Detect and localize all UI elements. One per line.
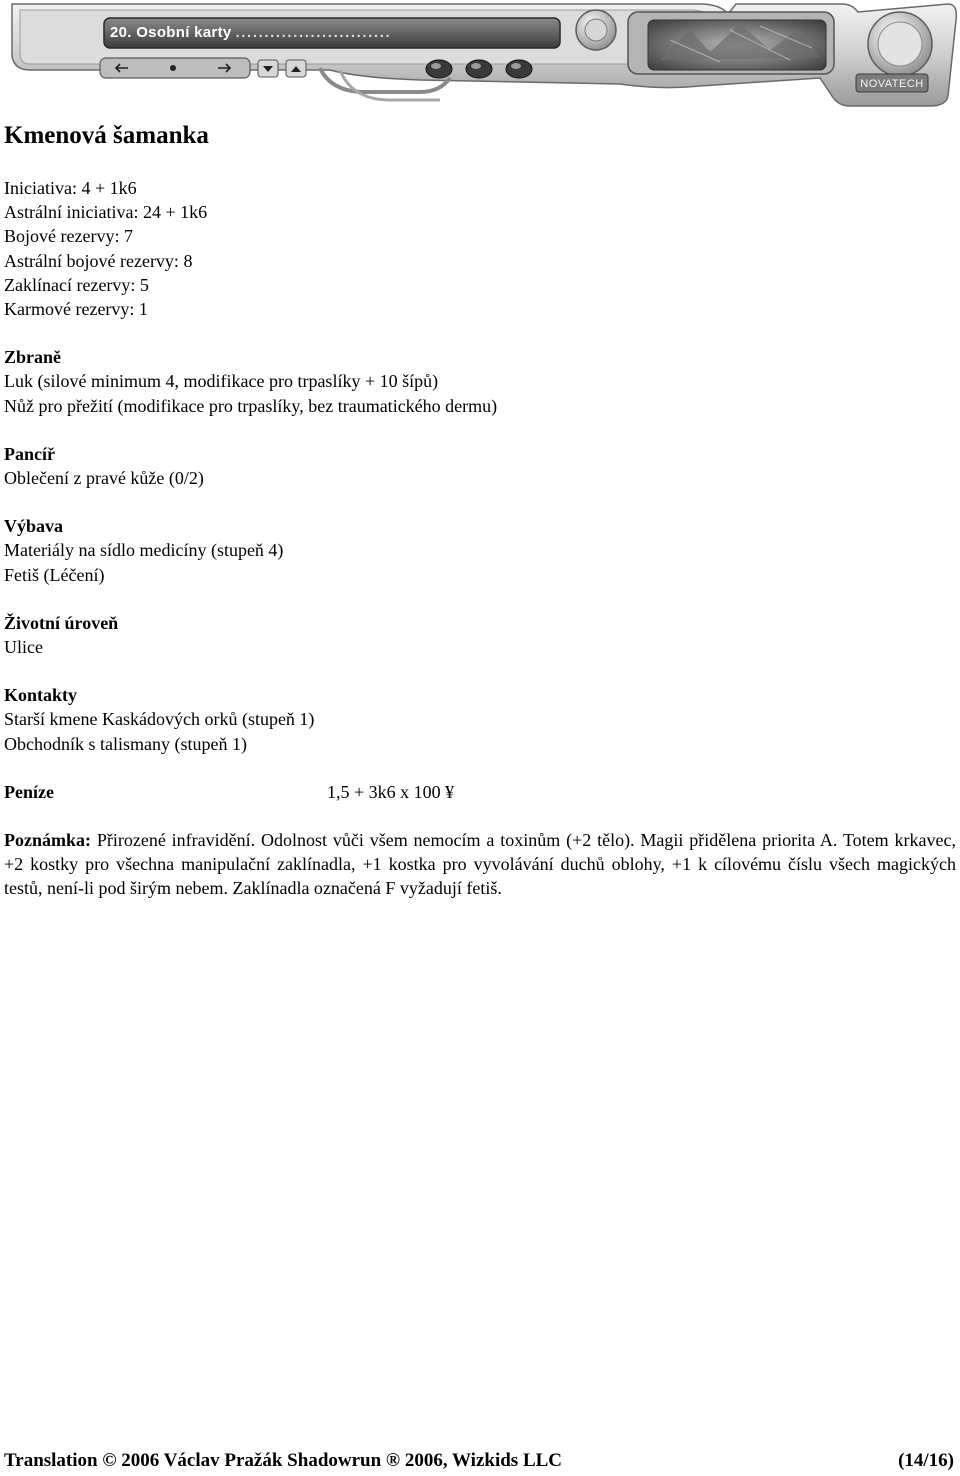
forward-arrow-icon[interactable] bbox=[210, 61, 238, 75]
lifestyle-item: Ulice bbox=[4, 637, 43, 658]
character-card bbox=[4, 118, 956, 901]
page-number: (14/16) bbox=[898, 1450, 954, 1471]
contact-item: Obchodník s talismany (stupeň 1) bbox=[4, 733, 247, 754]
stat-karma-pool: Karmové rezervy: 1 bbox=[4, 299, 148, 320]
round-button-3[interactable] bbox=[504, 58, 534, 80]
weapons-section bbox=[4, 345, 956, 418]
equipment-item: Fetiš (Léčení) bbox=[4, 564, 105, 585]
money-section bbox=[4, 780, 956, 804]
round-button-1[interactable] bbox=[424, 58, 454, 80]
contacts-heading: Kontakty bbox=[4, 685, 78, 706]
weapons-heading: Zbraně bbox=[4, 347, 62, 368]
header-title-text: 20. Osobní karty bbox=[110, 24, 232, 41]
equipment-item: Materiály na sídlo medicíny (stupeň 4) bbox=[4, 540, 284, 561]
header-device bbox=[0, 0, 960, 114]
stat-astral-combat-pool: Astrální bojové rezervy: 8 bbox=[4, 250, 193, 271]
stat-initiative: Iniciativa: 4 + 1k6 bbox=[4, 178, 137, 198]
brand-label: NOVATECH bbox=[860, 78, 924, 90]
note-text: Přirozené infravidění. Odolnost vůči všem nemocím a toxinům (+2 tělo). Magii přidělena priorita A. Totem krkavec, +2 kostky pro všechna manipulační zaklínadla, +1 kostka pro vyvolávání duchů oblohy, +1 k cílovému číslu všech magických testů, není-li pod širým nebem. Zaklínadla označená F vyžadují fetiš. bbox=[4, 830, 956, 899]
round-button-2[interactable] bbox=[464, 58, 494, 80]
note-paragraph bbox=[4, 828, 956, 901]
armor-item: Oblečení z pravé kůže (0/2) bbox=[4, 468, 204, 489]
money-heading: Peníze bbox=[4, 781, 54, 802]
equipment-heading: Výbava bbox=[4, 516, 64, 537]
footer bbox=[4, 1448, 954, 1474]
stats-block bbox=[4, 176, 956, 321]
header-title bbox=[110, 21, 548, 45]
contacts-section bbox=[4, 683, 956, 756]
stat-spell-pool: Zaklínací rezervy: 5 bbox=[4, 274, 149, 295]
stat-combat-pool: Bojové rezervy: 7 bbox=[4, 226, 133, 247]
footer-credit: Translation © 2006 Václav Pražák Shadowrun ® 2006, Wizkids LLC bbox=[4, 1450, 563, 1471]
scroll-up-button[interactable] bbox=[285, 59, 307, 78]
nav-dot-icon[interactable] bbox=[164, 61, 182, 75]
contact-item: Starší kmene Kaskádových orků (stupeň 1) bbox=[4, 709, 315, 730]
weapon-item: Nůž pro přežití (modifikace pro trpaslíky, bez traumatického dermu) bbox=[4, 395, 498, 416]
header-title-dots: ........................... bbox=[235, 24, 392, 41]
note-label: Poznámka: bbox=[4, 830, 91, 851]
money-value: 1,5 + 3k6 x 100 ¥ bbox=[327, 781, 455, 802]
lifestyle-section bbox=[4, 611, 956, 659]
stat-astral-initiative: Astrální iniciativa: 24 + 1k6 bbox=[4, 202, 208, 223]
lifestyle-heading: Životní úroveň bbox=[4, 612, 119, 633]
armor-section bbox=[4, 442, 956, 490]
back-arrow-icon[interactable] bbox=[108, 61, 136, 75]
character-name: Kmenová šamanka bbox=[4, 122, 209, 149]
header-device-graphic bbox=[0, 0, 960, 114]
scroll-down-button[interactable] bbox=[257, 59, 279, 78]
armor-heading: Pancíř bbox=[4, 443, 55, 464]
equipment-section bbox=[4, 514, 956, 587]
weapon-item: Luk (silové minimum 4, modifikace pro trpaslíky + 10 šípů) bbox=[4, 371, 439, 392]
